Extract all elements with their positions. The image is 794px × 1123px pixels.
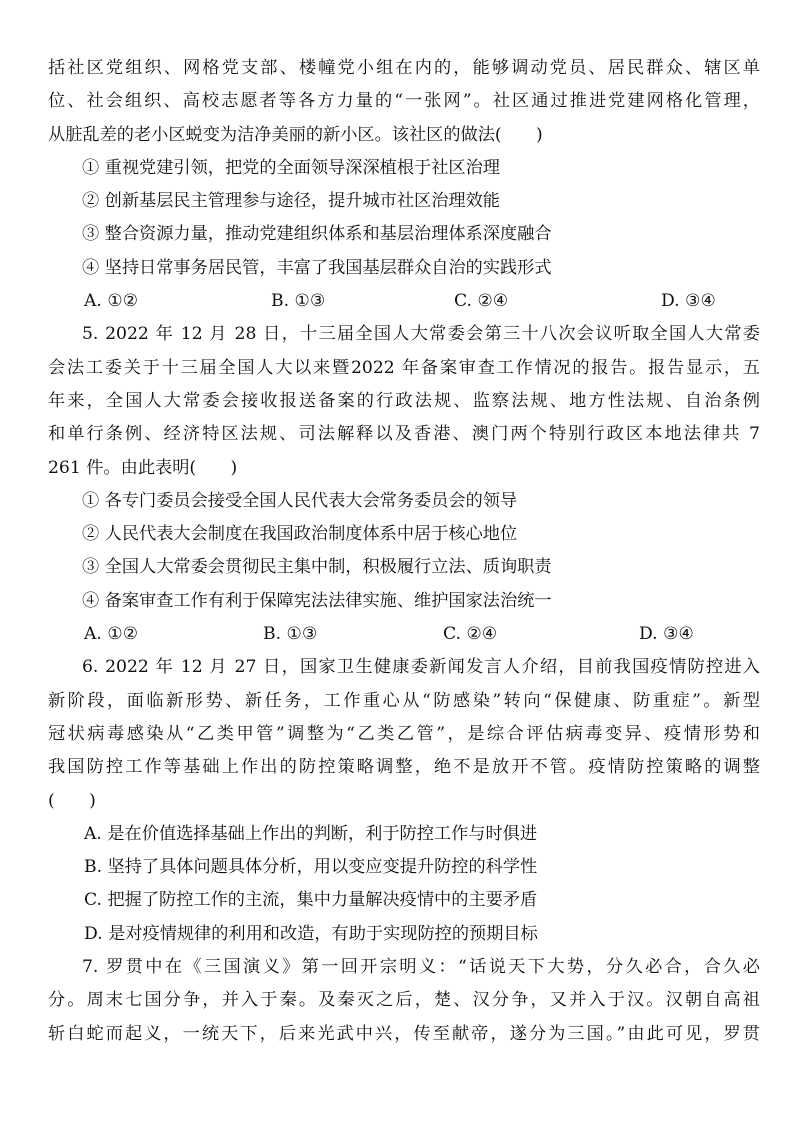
q5-options (48, 618, 760, 651)
q6-stem-line: 新阶段，面临新形势、新任务，工作重心从“防感染”转向“保健康、防重症”。新型 (48, 690, 760, 711)
q6-choice-c[interactable]: C. 把握了防控工作的主流，集中力量解决疫情中的主要矛盾 (84, 890, 538, 911)
q5-stem-line: 5. 2022 年 12 月 28 日，十三届全国人大常委会第三十八次会议听取全国人大常委 (82, 324, 760, 345)
q4-option-b[interactable]: B. ①③ (271, 291, 326, 312)
q7-stem-line: 7. 罗贯中在《三国演义》第一回开宗明义：“话说天下大势，分久必合，合久必 (82, 957, 760, 978)
q4-statement-3: ③ 整合资源力量，推动党建组织体系和基层治理体系深度融合 (82, 224, 552, 245)
q5-statement-2: ② 人民代表大会制度在我国政治制度体系中居于核心地位 (82, 524, 518, 545)
q5-stem-line: 261 件。由此表明( ) (48, 457, 238, 478)
q4-statement-4: ④ 坚持日常事务居民管，丰富了我国基层群众自治的实践形式 (82, 257, 552, 278)
q5-stem-line: 会法工委关于十三届全国人大以来暨2022 年备案审查工作情况的报告。报告显示，五 (48, 357, 760, 378)
q5-option-c[interactable]: C. ②④ (443, 624, 498, 645)
q4-stem-line: 从脏乱差的老小区蜕变为洁净美丽的新小区。该社区的做法( ) (48, 124, 543, 145)
q5-option-b[interactable]: B. ①③ (263, 624, 318, 645)
q6-stem-line: ( ) (48, 790, 96, 811)
q5-statement-1: ① 各专门委员会接受全国人民代表大会常务委员会的领导 (82, 490, 518, 511)
q6-stem-line: 我国防控工作等基础上作出的防控策略调整，绝不是放开不管。疫情防控策略的调整 (48, 757, 760, 778)
q4-stem-line: 位、社会组织、高校志愿者等各方力量的“一张网”。社区通过推进党建网格化管理， (48, 91, 760, 112)
q4-stem-line: 括社区党组织、网格党支部、楼幢党小组在内的，能够调动党员、居民群众、辖区单 (48, 58, 760, 78)
question-6 (48, 651, 760, 951)
q5-option-a[interactable]: A. ①② (84, 624, 139, 645)
q5-statement-4: ④ 备案审查工作有利于保障宪法法律实施、维护国家法治统一 (82, 590, 552, 611)
q6-choice-d[interactable]: D. 是对疫情规律的利用和改造，有助于实现防控的预期目标 (84, 923, 538, 944)
q6-stem-line: 6. 2022 年 12 月 27 日，国家卫生健康委新闻发言人介绍，目前我国疫情防控进入 (82, 657, 760, 678)
q5-statement-3: ③ 全国人大常委会贯彻民主集中制，积极履行立法、质询职责 (82, 557, 552, 578)
q4-statement-1: ① 重视党建引领，把党的全面领导深深植根于社区治理 (82, 157, 500, 178)
q4-option-c[interactable]: C. ②④ (454, 291, 509, 312)
exam-page (48, 52, 760, 1051)
question-4 (48, 52, 760, 318)
q6-choice-a[interactable]: A. 是在价值选择基础上作出的判断，利于防控工作与时俱进 (84, 823, 538, 844)
q7-stem-line: 分。周末七国分争，并入于秦。及秦灭之后，楚、汉分争，又并入于汉。汉朝自高祖 (48, 990, 760, 1011)
q6-stem-line: 冠状病毒感染从“乙类甲管”调整为“乙类乙管”，是综合评估病毒变异、疫情形势和 (48, 723, 760, 744)
q7-stem-line: 斩白蛇而起义，一统天下，后来光武中兴，传至献帝，遂分为三国。”由此可见，罗贯 (48, 1023, 760, 1044)
q4-option-a[interactable]: A. ①② (84, 291, 139, 312)
question-5 (48, 318, 760, 651)
q6-choice-b[interactable]: B. 坚持了具体问题具体分析，用以变应变提升防控的科学性 (84, 857, 538, 878)
q4-statement-2: ② 创新基层民主管理参与途径，提升城市社区治理效能 (82, 191, 500, 212)
q5-stem-line: 年来，全国人大常委会接收报送备案的行政法规、监察法规、地方性法规、自治条例 (48, 390, 760, 411)
q4-options (48, 285, 760, 318)
q5-option-d[interactable]: D. ③④ (639, 624, 694, 645)
question-7 (48, 951, 760, 1051)
q5-stem-line: 和单行条例、经济特区法规、司法解释以及香港、澳门两个特别行政区本地法律共 7 (48, 424, 760, 445)
q4-option-d[interactable]: D. ③④ (661, 291, 716, 312)
